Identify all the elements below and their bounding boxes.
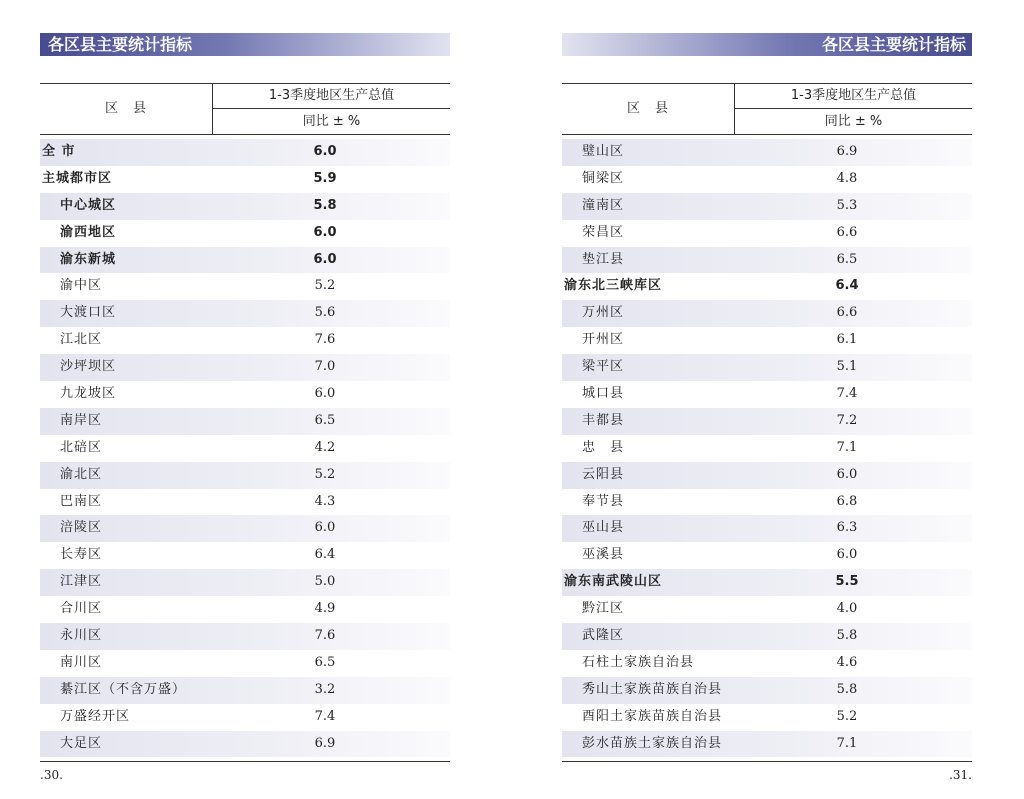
- region-name: 渝中区: [60, 278, 103, 294]
- region-name: 城口县: [582, 386, 625, 402]
- gdp-growth-value: 4.2: [314, 439, 336, 455]
- gdp-growth-value: 6.0: [314, 520, 336, 536]
- gdp-growth-value: 6.6: [836, 305, 858, 321]
- table-row: [562, 139, 972, 166]
- column-header-metric: 1-3季度地区生产总值: [268, 88, 395, 103]
- region-name: 万盛经开区: [60, 708, 131, 724]
- table-row: [562, 166, 972, 193]
- table-body: [40, 139, 450, 757]
- gdp-growth-value: 7.4: [314, 708, 336, 724]
- table-row: [562, 677, 972, 704]
- gdp-growth-value: 5.1: [836, 359, 858, 375]
- table-row: [562, 273, 972, 300]
- region-name: 梁平区: [582, 359, 625, 375]
- gdp-growth-value: 5.8: [313, 197, 337, 213]
- table-row: [40, 435, 450, 462]
- gdp-growth-value: 6.5: [314, 654, 336, 670]
- gdp-growth-value: 5.0: [314, 574, 336, 590]
- table-row: [562, 462, 972, 489]
- table-row: [40, 650, 450, 677]
- gdp-growth-value: 6.0: [836, 466, 858, 482]
- table-row: [562, 731, 972, 758]
- gdp-growth-value: 6.4: [835, 278, 859, 294]
- column-header-region: 区 县: [626, 101, 669, 116]
- region-name: 全 市: [42, 144, 76, 159]
- region-name: 綦江区（不含万盛）: [60, 681, 187, 697]
- region-name: 合川区: [60, 601, 103, 617]
- region-name: 巴南区: [60, 493, 103, 509]
- gdp-growth-value: 7.1: [836, 735, 858, 751]
- table-row: [40, 569, 450, 596]
- region-name: 璧山区: [582, 144, 625, 159]
- table-row: [562, 408, 972, 435]
- table-row: [562, 542, 972, 569]
- region-name: 渝北区: [60, 466, 103, 482]
- region-name: 九龙坡区: [60, 386, 117, 402]
- gdp-growth-value: 5.8: [836, 681, 858, 697]
- region-name: 丰都县: [582, 412, 625, 428]
- region-name: 南岸区: [60, 412, 103, 428]
- gdp-growth-value: 6.1: [836, 332, 858, 348]
- column-header-unit: 同比 ± %: [302, 114, 361, 129]
- section-banner: [562, 33, 972, 56]
- footer-rule: [40, 761, 450, 762]
- gdp-growth-value: 4.8: [836, 170, 858, 186]
- region-name: 巫溪县: [582, 547, 625, 563]
- banner-title: 各区县主要统计指标: [821, 35, 966, 54]
- gdp-growth-value: 7.0: [314, 359, 336, 375]
- region-name: 江北区: [60, 332, 103, 348]
- gdp-growth-value: 4.0: [836, 601, 858, 617]
- region-name: 渝东新城: [60, 251, 117, 267]
- table-row: [40, 677, 450, 704]
- section-banner: [40, 33, 450, 56]
- gdp-growth-value: 6.9: [836, 144, 858, 159]
- region-name: 渝东南武陵山区: [564, 574, 663, 590]
- table-row: [40, 220, 450, 247]
- table-header: [40, 83, 450, 135]
- table-row: [40, 462, 450, 489]
- table-row: [562, 489, 972, 516]
- region-name: 彭水苗族土家族自治县: [582, 735, 723, 751]
- region-name: 渝西地区: [60, 224, 117, 240]
- gdp-growth-value: 6.0: [313, 224, 337, 240]
- region-name: 奉节县: [582, 493, 625, 509]
- right-page: [562, 0, 972, 799]
- table-row: [562, 596, 972, 623]
- table-row: [562, 623, 972, 650]
- gdp-growth-value: 6.5: [314, 412, 336, 428]
- table-row: [562, 704, 972, 731]
- region-name: 酉阳土家族苗族自治县: [582, 708, 723, 724]
- gdp-growth-value: 6.5: [836, 251, 858, 267]
- table-row: [40, 273, 450, 300]
- table-header: [562, 83, 972, 135]
- gdp-growth-value: 6.0: [314, 386, 336, 402]
- gdp-growth-value: 7.1: [836, 439, 858, 455]
- table-row: [562, 354, 972, 381]
- gdp-growth-value: 6.0: [313, 251, 337, 267]
- footer-rule: [562, 761, 972, 762]
- table-row: [40, 623, 450, 650]
- gdp-growth-value: 7.4: [836, 386, 858, 402]
- table-row: [562, 327, 972, 354]
- table-row: [562, 435, 972, 462]
- table-row: [562, 247, 972, 274]
- region-name: 沙坪坝区: [60, 359, 117, 375]
- page-number: .31.: [949, 768, 972, 782]
- table-row: [40, 542, 450, 569]
- gdp-growth-value: 4.9: [314, 601, 336, 617]
- region-name: 渝东北三峡库区: [564, 278, 663, 294]
- region-name: 江津区: [60, 574, 103, 590]
- table-row: [40, 247, 450, 274]
- region-name: 垫江县: [582, 251, 625, 267]
- gdp-growth-value: 6.8: [836, 493, 858, 509]
- table-row: [40, 300, 450, 327]
- region-name: 万州区: [582, 305, 625, 321]
- table-row: [562, 300, 972, 327]
- table-row: [40, 731, 450, 758]
- region-name: 巫山县: [582, 520, 625, 536]
- column-header-region: 区 县: [104, 101, 147, 116]
- table-row: [40, 489, 450, 516]
- region-name: 铜梁区: [582, 170, 625, 186]
- gdp-growth-value: 6.0: [836, 547, 858, 563]
- gdp-growth-value: 6.3: [836, 520, 858, 536]
- table-row: [40, 596, 450, 623]
- gdp-growth-value: 5.9: [313, 170, 337, 186]
- table-row: [562, 193, 972, 220]
- table-row: [562, 381, 972, 408]
- gdp-growth-value: 7.6: [314, 332, 336, 348]
- gdp-growth-value: 3.2: [314, 681, 336, 697]
- gdp-growth-value: 5.6: [314, 305, 336, 321]
- table-row: [40, 515, 450, 542]
- region-name: 长寿区: [60, 547, 103, 563]
- column-header-metric: 1-3季度地区生产总值: [790, 88, 917, 103]
- table-row: [40, 354, 450, 381]
- left-page: [40, 0, 450, 799]
- gdp-growth-value: 7.2: [836, 412, 858, 428]
- table-row: [40, 381, 450, 408]
- table-row: [40, 166, 450, 193]
- gdp-growth-value: 6.9: [314, 735, 336, 751]
- region-name: 忠 县: [582, 439, 625, 455]
- gdp-growth-value: 6.0: [313, 144, 337, 159]
- region-name: 永川区: [60, 628, 103, 644]
- region-name: 涪陵区: [60, 520, 103, 536]
- table-row: [562, 220, 972, 247]
- gdp-growth-value: 5.5: [835, 574, 859, 590]
- gdp-growth-value: 6.6: [836, 224, 858, 240]
- gdp-growth-value: 5.2: [314, 466, 336, 482]
- table-row: [40, 139, 450, 166]
- gdp-growth-value: 7.6: [314, 628, 336, 644]
- region-name: 北碚区: [60, 439, 103, 455]
- gdp-growth-value: 5.8: [836, 628, 858, 644]
- gdp-growth-value: 5.3: [836, 197, 858, 213]
- region-name: 武隆区: [582, 628, 625, 644]
- gdp-growth-value: 5.2: [836, 708, 858, 724]
- banner-title: 各区县主要统计指标: [48, 35, 193, 54]
- table-row: [40, 408, 450, 435]
- table-row: [562, 650, 972, 677]
- region-name: 潼南区: [582, 197, 625, 213]
- region-name: 大渡口区: [60, 305, 117, 321]
- table-row: [40, 327, 450, 354]
- region-name: 中心城区: [60, 197, 117, 213]
- gdp-growth-value: 4.3: [314, 493, 336, 509]
- region-name: 荣昌区: [582, 224, 625, 240]
- table-body: [562, 139, 972, 757]
- column-header-unit: 同比 ± %: [824, 114, 883, 129]
- region-name: 秀山土家族苗族自治县: [582, 681, 723, 697]
- region-name: 大足区: [60, 735, 103, 751]
- region-name: 黔江区: [582, 601, 625, 617]
- region-name: 云阳县: [582, 466, 625, 482]
- gdp-growth-value: 6.4: [314, 547, 336, 563]
- region-name: 开州区: [582, 332, 625, 348]
- gdp-growth-value: 4.6: [836, 654, 858, 670]
- region-name: 石柱土家族自治县: [582, 654, 695, 670]
- page-number: .30.: [40, 768, 63, 782]
- table-row: [40, 193, 450, 220]
- region-name: 主城都市区: [42, 170, 113, 186]
- region-name: 南川区: [60, 654, 103, 670]
- table-row: [562, 569, 972, 596]
- table-row: [562, 515, 972, 542]
- gdp-growth-value: 5.2: [314, 278, 336, 294]
- table-row: [40, 704, 450, 731]
